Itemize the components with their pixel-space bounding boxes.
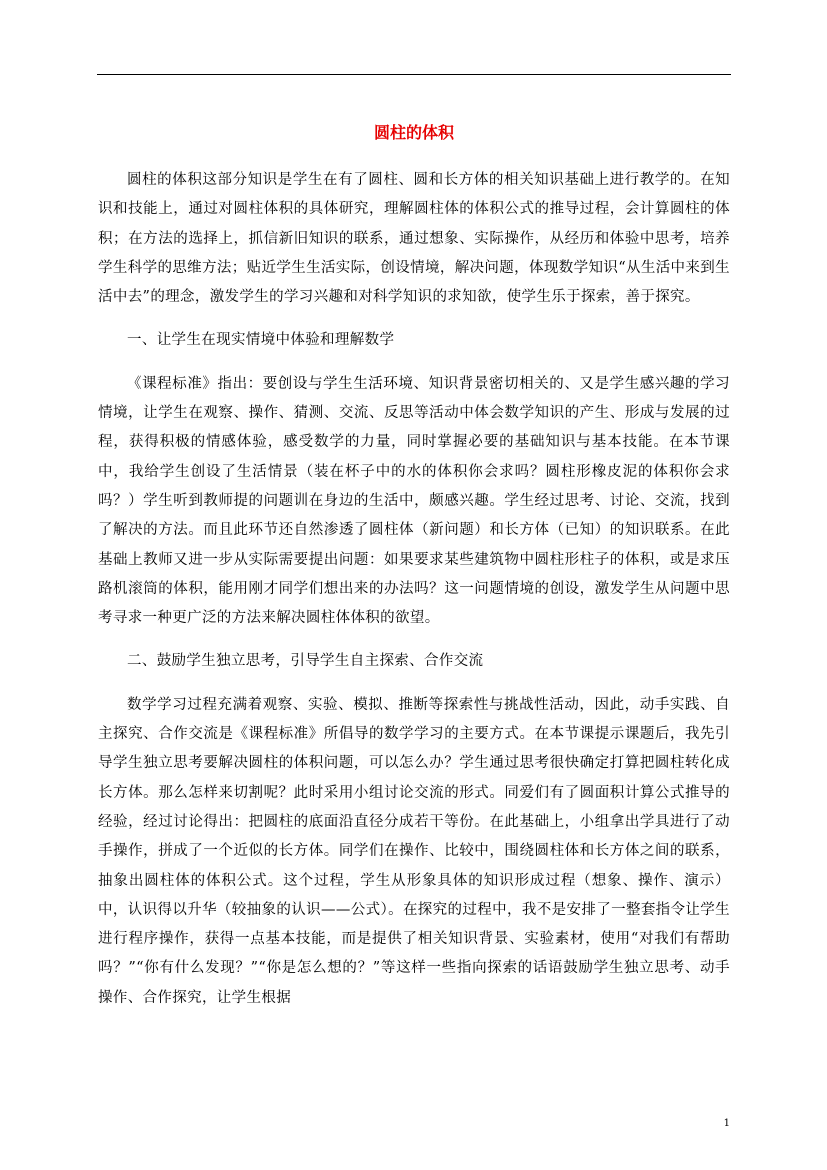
document-title: 圆柱的体积 [373, 123, 454, 142]
section-1-paragraph: 《课程标准》指出：要创设与学生生活环境、知识背景密切相关的、又是学生感兴趣的学习情境，让学生在观察、操作、猜测、交流、反思等活动中体会数学知识的产生、形成与发展的过程，获得积极的情感体验，感受数学的力量，同时掌握必要的基础知识与基本技能。在本节课中，我给学生创设了生活情景（装在杯子中的水的体积你会求吗？圆柱形橡皮泥的体积你会求吗？）学生听到教师提的问题训在身边的生活中，颇感兴趣。学生经过思考、讨论、交流，找到了解决的方法。而且此环节还自然渗透了圆柱体（新问题）和长方体（已知）的知识联系。在此基础上教师又进一步从实际需要提出问题：如果要求某些建筑物中圆柱形柱子的体积，或是求压路机滚筒的体积，能用刚才同学们想出来的办法吗？这一问题情境的创设，激发学生从问题中思考寻求一种更广泛的方法来解决圆柱体体积的欲望。 [98, 375, 730, 627]
intro-paragraph: 圆柱的体积这部分知识是学生在有了圆柱、圆和长方体的相关知识基础上进行教学的。在知识和技能上，通过对圆柱体积的具体研究，理解圆柱体的体积公式的推导过程，会计算圆柱的体积；在方法的选择上，抓信新旧知识的联系，通过想象、实际操作，从经历和体验中思考，培养学生科学的思维方法；贴近学生生活实际，创设情境，解决问题，体现数学知识“从生活中来到生活中去”的理念，激发学生的学习兴趣和对科学知识的求知欲，使学生乐于探索，善于探究。 [98, 172, 730, 306]
page-number: 1 [723, 1118, 730, 1129]
document-body [98, 166, 730, 1027]
section-heading-2: 二、鼓励学生独立思考，引导学生自主探索、合作交流 [127, 653, 484, 670]
header-rule [97, 74, 731, 75]
section-heading-1: 一、让学生在现实情境中体验和理解数学 [127, 332, 395, 349]
section-2-paragraph: 数学学习过程充满着观察、实验、模拟、推断等探索性与挑战性活动，因此，动手实践、自主探究、合作交流是《课程标准》所倡导的数学学习的主要方式。在本节课提示课题后，我先引导学生独立思考要解决圆柱的体积问题，可以怎么办？学生通过思考很快确定打算把圆柱转化成长方体。那么怎样来切割呢？此时采用小组讨论交流的形式。同爱们有了圆面积计算公式推导的经验，经过讨论得出：把圆柱的底面沿直径分成若干等份。在此基础上，小组拿出学具进行了动手操作，拼成了一个近似的长方体。同学们在操作、比较中，围绕圆柱体和长方体之间的联系，抽象出圆柱体的体积公式。这个过程，学生从形象具体的知识形成过程（想象、操作、演示）中，认识得以升华（较抽象的认识——公式）。在探究的过程中，我不是安排了一整套指令让学生进行程序操作，获得一点基本技能，而是提供了相关知识背景、实验素材，使用“对我们有帮助吗？”“你有什么发现？”“你是怎么想的？”等这样一些指向探索的话语鼓励学生独立思考、动手操作、合作探究，让学生根据 [98, 696, 730, 1006]
